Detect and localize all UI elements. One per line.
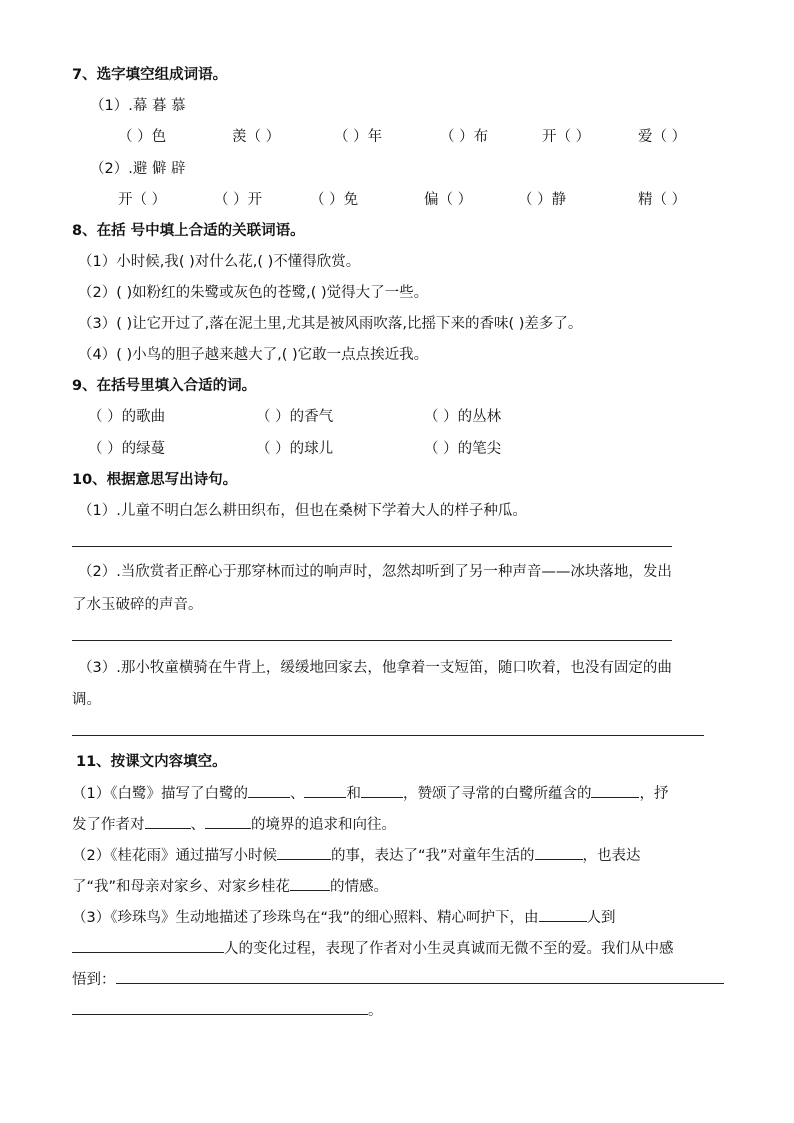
q11-blank[interactable] xyxy=(535,845,583,860)
q11-item-1-line-2 xyxy=(72,814,396,834)
q8-title: 8、在括 号中填上合适的关联词语。 xyxy=(72,223,305,239)
q10-item-2-line-1: （2）.当欣赏者正醉心于那穿林而过的响声时，忽然却听到了另一种声音——冰块落地，发出 xyxy=(78,564,672,580)
q11-item-2-line-2 xyxy=(72,876,388,896)
q11-answer-line[interactable] xyxy=(72,1000,368,1015)
q11-item-1-line-1 xyxy=(72,783,668,803)
q11-text: （1）《白鹭》描写了白鹭的 xyxy=(72,786,248,802)
q9-item-3[interactable]: （ ）的丛林 xyxy=(424,409,502,425)
q11-text: ，抒 xyxy=(639,786,669,802)
q11-text: ，赞颂了寻常的白鹭所蕴含的 xyxy=(402,786,592,802)
q7-p1-blank-3[interactable]: （ ）年 xyxy=(334,129,383,145)
q10-answer-line-3[interactable] xyxy=(72,735,704,736)
q7-p1-blank-4[interactable]: （ ）布 xyxy=(440,129,489,145)
q7-p2-blank-6[interactable]: 精（ ） xyxy=(638,192,687,208)
q11-text: 的情感。 xyxy=(330,879,389,895)
q7-p1-blank-2[interactable]: 羡（ ） xyxy=(232,129,281,145)
q10-item-3-line-1: （3）.那小牧童横骑在牛背上，缓缓地回家去，他拿着一支短笛，随口吹着，也没有固定的曲 xyxy=(78,660,672,676)
q11-text: 了“我”和母亲对家乡、对家乡桂花 xyxy=(72,879,291,895)
q11-text: ，也表达 xyxy=(582,848,641,864)
q11-blank[interactable] xyxy=(304,783,346,798)
q11-text: 、 xyxy=(289,786,305,802)
q8-sentence-3[interactable]: （3）( )让它开过了,落在泥土里,尤其是被风雨吹落,比摇下来的香味( )差多了。 xyxy=(78,316,583,332)
q10-item-3-line-2: 调。 xyxy=(72,692,101,708)
q10-item-1: （1）.儿童不明白怎么耕田织布，但也在桑树下学着大人的样子种瓜。 xyxy=(78,503,527,519)
q8-sentence-1[interactable]: （1）小时候,我( )对什么花,( )不懂得欣赏。 xyxy=(78,254,361,270)
q11-item-3-line-2 xyxy=(72,938,674,958)
q11-blank[interactable] xyxy=(205,814,251,829)
q11-text: 和 xyxy=(346,786,361,802)
q7-p2-blank-3[interactable]: （ ）免 xyxy=(310,192,359,208)
q11-text: 人的变化过程，表现了作者对小生灵真诚而无微不至的爱。我们从中感 xyxy=(224,941,674,957)
q10-title: 10、根据意思写出诗句。 xyxy=(72,472,238,488)
q11-text: （3）《珍珠鸟》生动地描述了珍珠鸟在“我”的细心照料、精心呵护下，由 xyxy=(72,910,539,926)
q11-item-3-line-3 xyxy=(72,969,724,989)
q9-item-2[interactable]: （ ）的香气 xyxy=(256,409,334,425)
q10-answer-line-1[interactable] xyxy=(72,546,672,547)
q9-item-5[interactable]: （ ）的球儿 xyxy=(256,441,334,457)
q11-text: 。 xyxy=(368,1003,383,1019)
q7-part1-label: （1）.幕 暮 慕 xyxy=(90,98,186,114)
q7-p2-blank-4[interactable]: 偏（ ） xyxy=(424,192,473,208)
q11-text: （2）《桂花雨》通过描写小时候 xyxy=(72,848,277,864)
q11-blank[interactable] xyxy=(361,783,403,798)
q7-p1-blank-6[interactable]: 爱（ ） xyxy=(638,129,687,145)
q11-text: 的境界的追求和向往。 xyxy=(251,817,396,833)
q7-title: 7、选字填空组成词语。 xyxy=(72,67,228,83)
q9-item-1[interactable]: （ ）的歌曲 xyxy=(88,409,166,425)
q11-text: 人到 xyxy=(586,910,616,926)
q8-sentence-2[interactable]: （2）( )如粉红的朱鹭或灰色的苍鹭,( )觉得大了一些。 xyxy=(78,285,429,301)
q9-item-6[interactable]: （ ）的笔尖 xyxy=(424,441,502,457)
q7-p2-blank-2[interactable]: （ ）开 xyxy=(214,192,263,208)
q11-title: 11、按课文内容填空。 xyxy=(76,754,227,770)
q11-text: 悟到： xyxy=(72,972,116,988)
q11-item-3-line-1 xyxy=(72,907,616,927)
q11-blank[interactable] xyxy=(72,938,224,953)
q11-item-3-line-4 xyxy=(72,1000,383,1020)
q11-blank[interactable] xyxy=(277,845,331,860)
q7-p1-blank-5[interactable]: 开（ ） xyxy=(542,129,591,145)
q9-item-4[interactable]: （ ）的绿蔓 xyxy=(88,441,166,457)
q7-p1-blank-1[interactable]: （ ）色 xyxy=(118,129,167,145)
q11-blank[interactable] xyxy=(591,783,639,798)
q11-blank[interactable] xyxy=(145,814,191,829)
q11-item-2-line-1 xyxy=(72,845,641,865)
q11-text: 、 xyxy=(190,817,205,833)
q11-text: 发了作者对 xyxy=(72,817,145,833)
q11-blank[interactable] xyxy=(248,783,290,798)
q11-answer-line[interactable] xyxy=(116,969,724,984)
q8-sentence-4[interactable]: （4）( )小鸟的胆子越来越大了,( )它敢一点点挨近我。 xyxy=(78,347,429,363)
q10-item-2-line-2: 了水玉破碎的声音。 xyxy=(72,597,203,613)
q11-blank[interactable] xyxy=(290,876,330,891)
q11-text: 的事，表达了“我”对童年生活的 xyxy=(330,848,535,864)
q7-p2-blank-1[interactable]: 开（ ） xyxy=(118,192,167,208)
q11-blank[interactable] xyxy=(539,907,587,922)
q7-part2-label: （2）.避 僻 辟 xyxy=(90,161,186,177)
q9-title: 9、在括号里填入合适的词。 xyxy=(72,378,257,394)
q10-answer-line-2[interactable] xyxy=(72,640,672,641)
q7-p2-blank-5[interactable]: （ ）静 xyxy=(518,192,567,208)
